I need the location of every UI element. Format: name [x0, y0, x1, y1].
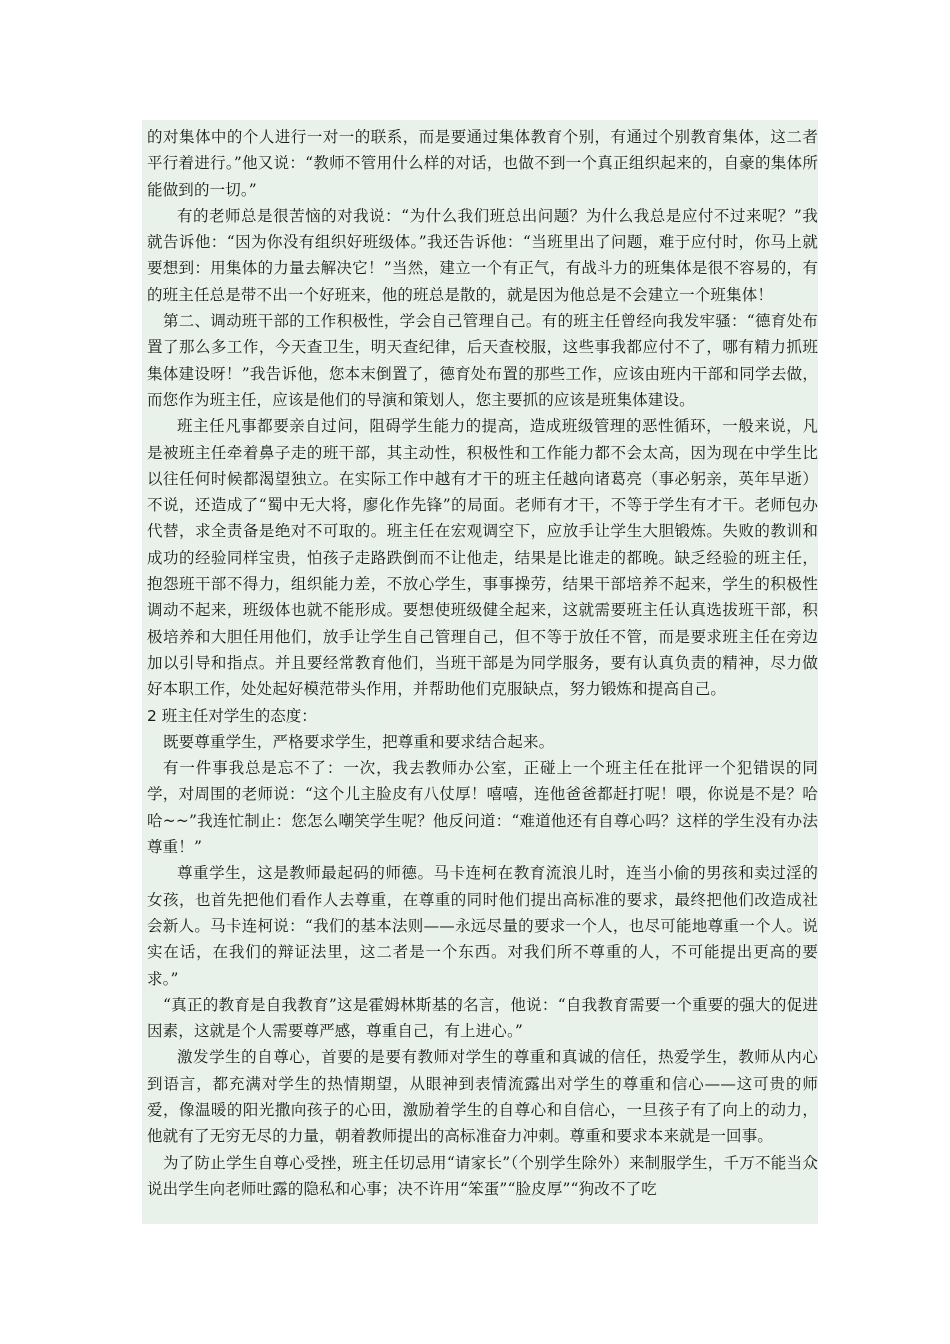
paragraph-8: “真正的教育是自我教育”这是霍姆林斯基的名言，他说：“自我教育需要一个重要的强大的促进因素，这就是个人需要尊严感，尊重自己，有上进心。” [147, 995, 818, 1041]
paragraph-6: 有一件事我总是忘不了：一次，我去教师办公室，正碰上一个班主任在批评一个犯错误的同学，对周围的老师说：“这个儿主脸皮有八仗厚！嘻嘻，连他爸爸都赶打呢！喂，你说是不是？哈哈~~”我连忙制止：您怎么嘲笑学生呢？他反问道：“难道他还有自尊心吗？这样的学生没有办法尊重！” [147, 759, 818, 857]
paragraph-3: 第二、调动班干部的工作积极性，学会自己管理自己。有的班主任曾经向我发牢骚：“德育处布置了那么多工作，今天查卫生，明天查纪律，后天查校服，这些事我都应付不了，哪有精力抓班集体建设呀！”我告诉他，您本末倒置了，德育处布置的那些工作，应该由班内干部和同学去做，而您作为班主任，应该是他们的导演和策划人，您主要抓的应该是班集体建设。 [147, 312, 818, 409]
paragraph-5: 既要尊重学生，严格要求学生，把尊重和要求结合起来。 [163, 732, 555, 751]
paragraph-4: 班主任凡事都要亲自过问，阻碍学生能力的提高，造成班级管理的恶性循环，一般来说，凡是被班主任牵着鼻子走的班干部，其主动性，积极性和工作能力都不会太高，因为现在中学生比以往任何时候都渴望独立。在实际工作中越有才干的班主任越向诸葛亮（事必躬亲，英年早逝）不说，还造成了“蜀中无大将，廖化作先锋”的局面。老师有才干，不等于学生有才干。老师包办代替，求全责备是绝对不可取的。班主任在宏观调空下，应放手让学生大胆锻炼。失败的教训和成功的经验同样宝贵，怕孩子走路跌倒而不让他走，结果是比谁走的都晚。缺乏经验的班主任，抱怨班干部不得力，组织能力差，不放心学生，事事操劳，结果干部培养不起来，学生的积极性调动不起来，班级体也就不能形成。要想使班级健全起来，这就需要班主任认真选拔班干部，积极培养和大胆任用他们，放手让学生自己管理自己，但不等于放任不管，而是要求班主任在旁边加以引导和指点。并且要经常教育他们，当班干部是为同学服务，要有认真负责的精神，尽力做好本职工作，处处起好模范带头作用，并帮助他们克服缺点，努力锻炼和提高自己。 [147, 417, 818, 699]
paragraph-10: 为了防止学生自尊心受挫，班主任切忌用“请家长”（个别学生除外）来制服学生，千万不能当众说出学生向老师吐露的隐私和心事；决不许用“笨蛋”“脸皮厚”“狗改不了吃 [147, 1153, 818, 1198]
section-heading: 2 班主任对学生的态度： [147, 706, 317, 725]
paragraph-1: 的对集体中的个人进行一对一的联系，而是要通过集体教育个别，有通过个别教育集体，这二者平行着进行。”他又说：“教师不管用什么样的对话，也做不到一个真正组织起来的，自豪的集体所能做到的一切。” [147, 128, 818, 199]
paragraph-2: 有的老师总是很苦恼的对我说：“为什么我们班总出问题？为什么我总是应付不过来呢？”我就告诉他：“因为你没有组织好班级体。”我还告诉他：“当班里出了问题，难于应付时，你马上就要想到：用集体的力量去解决它！”当然，建立一个有正气，有战斗力的班集体是很不容易的，有的班主任总是带不出一个好班来，他的班总是散的，就是因为他总是不会建立一个班集体！ [147, 206, 818, 304]
paragraph-9: 激发学生的自尊心，首要的是要有教师对学生的尊重和真诚的信任，热爱学生，教师从内心到语言，都充满对学生的热情期望，从眼神到表情流露出对学生的尊重和信心——这可贵的师爱，像温暖的阳光撒向孩子的心田，激励着学生的自尊心和自信心，一旦孩子有了向上的动力，他就有了无穷无尽的力量，朝着教师提出的高标准奋力冲刺。尊重和要求本来就是一回事。 [147, 1048, 818, 1146]
text-block [142, 120, 818, 1224]
paragraph-7: 尊重学生，这是教师最起码的师德。马卡连柯在教育流浪儿时，连当小偷的男孩和卖过淫的女孩，也首先把他们看作人去尊重，在尊重的同时他们提出高标准的要求，最终把他们改造成社会新人。马卡连柯说：“我们的基本法则——永远尽量的要求一个人，也尽可能地尊重一个人。说实在话，在我们的辩证法里，这二者是一个东西。对我们所不尊重的人，不可能提出更高的要求。” [147, 864, 818, 988]
